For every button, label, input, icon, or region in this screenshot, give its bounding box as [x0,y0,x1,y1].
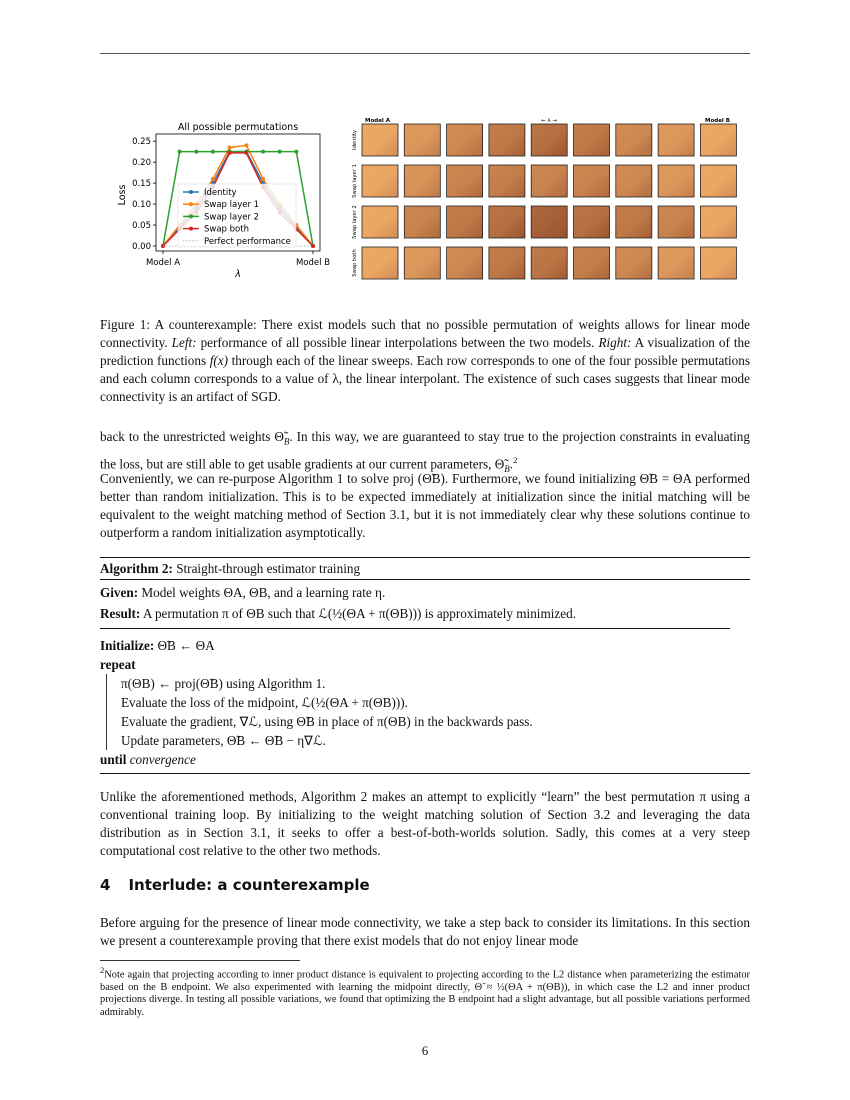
header-rule [100,53,750,54]
chart-title: All possible permutations [177,122,299,133]
caption-text-2: performance of all possible linear interpolations between the two models. [196,335,599,350]
algorithm-init-bold: Initialize: [100,638,155,653]
algorithm-title [100,558,750,579]
prediction-function-grid [345,115,745,285]
grid-header-left: Model A [365,118,390,124]
grid-cell [616,124,652,156]
algorithm-given-text: Model weights ΘA, ΘB, and a learning rate η. [138,585,386,600]
grid-header-mid: ← λ → [541,118,557,124]
paragraph-3: Unlike the aforementioned methods, Algorithm 2 makes an attempt to explicitly “learn” the best permutation π using a conventional training loop. By initializing to the weight matching solution of Section 3.2 and leveraging the data distribution as in Section 3.1, it seeks to offer a best-of-both-worlds solution. Sadly, this comes at a very steep computational cost relative to the other two methods. [100,789,750,858]
y-tick-label: 0.15 [132,179,151,190]
algorithm-init [100,636,750,655]
grid-cell [574,165,610,197]
algorithm-step: π(ΘB) ← proj(Θ̃B) using Algorithm 1. [121,676,326,691]
legend-marker [189,202,193,206]
grid-cell [404,247,440,279]
algorithm-title-bold: Algorithm 2: [100,561,173,576]
footnote [100,964,750,1019]
legend-label: Identity [204,188,237,198]
grid-cell [531,247,567,279]
figure-caption [100,316,750,406]
y-tick-label: 0.10 [132,200,151,211]
grid-cell [404,206,440,238]
grid-cell [404,165,440,197]
legend-marker [189,214,193,218]
legend-marker [189,227,193,231]
footnote-text: Note again that projecting according to inner product distance is equivalent to projecting according to the L2 distance when parameterizing the estimator based on the B endpoint. We also experimented with learning the midpoint directly, Θ̃ ≈ ½(ΘA + π(ΘB)), in which case the L2 and inner product projections diverge. In testing all possible variations, we found that optimizing the B endpoint had a slight advantage, but all possible variations performed admirably. [100,969,750,1018]
data-point [228,151,232,155]
algorithm-step: Evaluate the gradient, ∇ℒ, using Θ̃B in place of π(ΘB) in the backwards pass. [121,714,533,729]
y-axis-label: Loss [117,184,128,206]
grid-row-label: Identity [352,130,358,150]
algorithm-result-bold: Result: [100,606,141,621]
y-tick-label: 0.20 [132,158,151,169]
grid-cell [489,206,525,238]
footnote-number: 2 [100,965,105,975]
until-keyword: until [100,752,127,767]
algorithm-given-bold: Given: [100,585,139,600]
para1-text-3: . [509,456,514,472]
y-tick-label: 0.00 [132,242,151,252]
algorithm-init-text: Θ̃B ← ΘA [154,638,215,653]
algorithm-result [100,604,750,623]
grid-cell [700,124,736,156]
data-point [228,145,232,149]
grid-cell [574,247,610,279]
grid-header-right: Model B [705,118,730,124]
algorithm-result-text: A permutation π of ΘB such that ℒ(½(ΘA + π(ΘB))) is approximately minimized. [140,606,576,621]
data-point [244,143,248,147]
data-point [261,150,265,154]
algorithm-step: Evaluate the loss of the midpoint, ℒ(½(ΘA + π(ΘB))). [121,695,408,710]
grid-cell [447,165,483,197]
data-point [244,151,248,155]
legend-label: Swap layer 1 [204,200,260,211]
section-heading [100,876,370,894]
algorithm-until [100,750,750,769]
algorithm-step: Update parameters, Θ̃B ← Θ̃B − η∇ℒ. [121,733,326,748]
caption-label: Figure 1: [100,317,151,332]
grid-cell [531,124,567,156]
grid-cell [658,165,694,197]
data-point [261,177,265,181]
para1-sub2: B [504,463,510,474]
legend-marker [189,190,193,194]
grid-cell [616,165,652,197]
algorithm-given [100,583,750,602]
grid-cell [531,165,567,197]
algorithm-loop-body [106,674,750,750]
x-axis-label: λ [235,269,241,280]
until-condition: convergence [129,752,196,767]
y-tick-label: 0.25 [132,137,151,148]
grid-cell [616,247,652,279]
grid-cell [700,206,736,238]
data-point [294,150,298,154]
section-number: 4 [100,876,111,894]
grid-cell [489,165,525,197]
legend-label: Perfect performance [204,236,291,247]
legend-label: Swap layer 2 [204,212,260,223]
grid-cell [362,124,398,156]
grid-cell [447,124,483,156]
grid-cell [616,206,652,238]
grid-cell [404,124,440,156]
grid-cell [531,206,567,238]
grid-row-label: Swap layer 1 [352,164,358,198]
x-tick-label: Model B [295,258,331,268]
grid-row-label: Swap both [352,249,358,277]
grid-cell [489,124,525,156]
grid-row-label: Swap layer 2 [352,205,358,239]
page-number: 6 [421,1043,429,1058]
data-point [211,177,215,181]
algorithm-repeat [100,655,750,674]
paragraph-2: Conveniently, we can re-purpose Algorithm 1 to solve proj (Θ̃B). Furthermore, we found initializing Θ̃B = ΘA performed better than random initialization. This is to be expected immediately at initialization since the initial matching will be equivalent to the weight matching method of Section 3.1, but it is not immediately clear why these solutions continue to outperform a random initialization asymptotically. [100,471,750,540]
grid-cell [658,247,694,279]
caption-text-1: A counterexample: There exist models such that no possible permutation of weights allows for linear mode connectivity. [100,317,750,350]
grid-cell [362,206,398,238]
x-tick-label: Model A [145,258,181,268]
caption-right: Right: [598,335,632,350]
grid-cell [574,206,610,238]
caption-left: Left: [171,335,197,350]
grid-cell [574,124,610,156]
repeat-keyword: repeat [100,657,136,672]
caption-text-3: A visualization of the prediction functions [100,335,750,368]
para1-text-1: back to the unrestricted weights Θ̃ [100,429,284,444]
chart-legend [178,184,296,247]
grid-cell [489,247,525,279]
data-point [311,244,315,248]
grid-cell [447,206,483,238]
footnote-rule [100,960,300,961]
data-point [278,150,282,154]
para1-text-2: . In this way, we are guaranteed to stay true to the projection constraints in evaluating the loss, but are still able to get usable gradients at our current parameters, Θ̃ [100,429,750,472]
grid-cell [658,124,694,156]
paragraph-4: Before arguing for the presence of linear mode connectivity, we take a step back to consider its limitations. In this section we present a counterexample proving that there exist models that do not enjoy linear mode [100,915,750,948]
y-tick-label: 0.05 [132,221,151,232]
grid-cell [700,165,736,197]
section-title: Interlude: a counterexample [128,876,370,894]
caption-text-4: through each of the linear sweeps. Each row corresponds to one of the four possible permutations and each column corresponds to a value of λ, the linear interpolant. The existence of such cases suggests that linear mode connectivity is an artifact of SGD. [100,353,750,404]
footnote-mark[interactable]: 2 [513,454,518,465]
data-point [194,150,198,154]
data-point [211,150,215,154]
para1-sub: B [283,436,290,447]
data-point [178,150,182,154]
algorithm-2-box [100,557,750,774]
loss-interpolation-chart [98,115,338,285]
legend-label: Swap both [204,224,249,235]
grid-cell [447,247,483,279]
grid-cell [362,247,398,279]
grid-cell [700,247,736,279]
algorithm-title-text: Straight-through estimator training [172,561,361,576]
grid-cell [362,165,398,197]
grid-cell [658,206,694,238]
caption-fx: f(x) [209,353,229,368]
